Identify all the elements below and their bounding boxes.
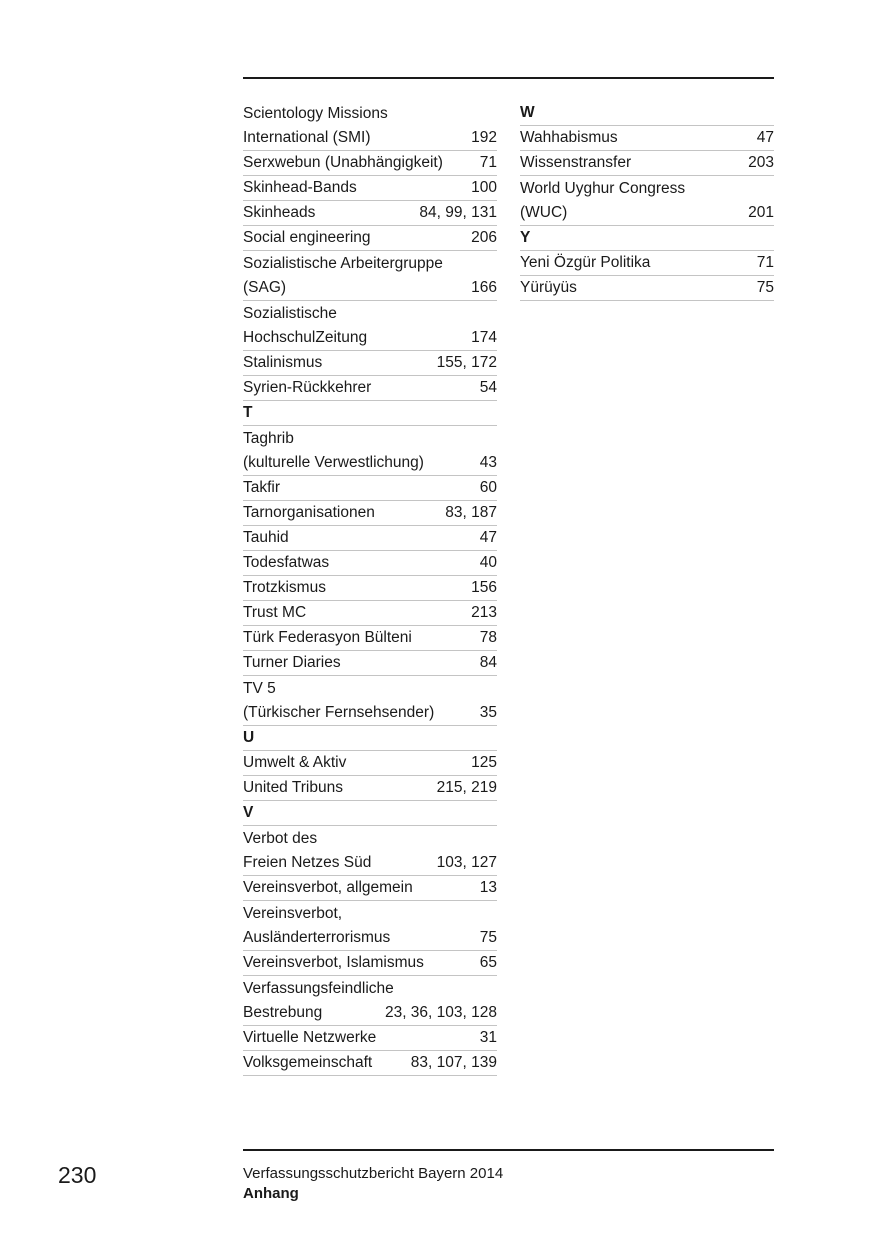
index-term: TV 5 — [243, 680, 276, 697]
index-pages: 155, 172 — [436, 354, 497, 371]
index-term: Y — [520, 229, 531, 246]
index-term: Takfir — [243, 479, 281, 496]
index-entry — [243, 551, 497, 576]
index-entry — [243, 1001, 497, 1026]
index-pages: 125 — [471, 754, 497, 771]
index-pages: 65 — [479, 954, 497, 971]
index-entry — [243, 976, 497, 1001]
index-term: (SAG) — [243, 279, 287, 296]
index-entry — [520, 201, 774, 226]
index-term: Syrien-Rückkehrer — [243, 379, 372, 396]
index-term: Todesfatwas — [243, 554, 330, 571]
index-letter-heading — [520, 226, 774, 251]
index-term: (kulturelle Verwestlichung) — [243, 454, 424, 471]
index-pages: 156 — [471, 579, 497, 596]
index-letter-heading — [243, 801, 497, 826]
index-pages: 54 — [479, 379, 497, 396]
index-entry — [243, 701, 497, 726]
index-entry — [243, 901, 497, 926]
index-entry — [243, 176, 497, 201]
index-entry — [243, 676, 497, 701]
index-term: Skinhead-Bands — [243, 179, 357, 196]
index-entry — [243, 576, 497, 601]
index-term: Virtuelle Netzwerke — [243, 1029, 377, 1046]
index-term: V — [243, 804, 254, 821]
footer-rule — [243, 1149, 774, 1151]
index-term: Vereinsverbot, Islamismus — [243, 954, 424, 971]
index-letter-heading — [243, 401, 497, 426]
index-pages: 35 — [479, 704, 497, 721]
index-entry — [243, 826, 497, 851]
index-entry — [243, 376, 497, 401]
index-pages: 100 — [471, 179, 497, 196]
index-entry — [243, 351, 497, 376]
index-pages: 78 — [479, 629, 497, 646]
index-entry — [520, 126, 774, 151]
index-entry — [243, 476, 497, 501]
index-term: (Türkischer Fernsehsender) — [243, 704, 435, 721]
index-term: Serxwebun (Unabhängigkeit) — [243, 154, 443, 171]
index-entry — [243, 501, 497, 526]
index-entry — [243, 1026, 497, 1051]
index-pages: 47 — [479, 529, 497, 546]
index-pages: 40 — [479, 554, 497, 571]
index-pages: 213 — [471, 604, 497, 621]
index-term: HochschulZeitung — [243, 329, 368, 346]
index-pages: 71 — [756, 254, 774, 271]
index-pages: 84, 99, 131 — [419, 204, 497, 221]
index-entry — [243, 626, 497, 651]
index-letter-heading — [520, 101, 774, 126]
index-pages: 174 — [471, 329, 497, 346]
index-term: Turner Diaries — [243, 654, 341, 671]
index-term: World Uyghur Congress — [520, 180, 686, 197]
index-pages: 84 — [479, 654, 497, 671]
index-entry — [243, 151, 497, 176]
index-pages: 103, 127 — [436, 854, 497, 871]
index-term: Bestrebung — [243, 1004, 323, 1021]
footer-title: Verfassungsschutzbericht Bayern 2014 — [243, 1165, 504, 1182]
index-entry — [243, 951, 497, 976]
index-term: Verfassungsfeindliche — [243, 980, 394, 997]
index-entry — [243, 251, 497, 276]
page-number: 230 — [58, 1162, 97, 1188]
index-column-right — [520, 101, 774, 301]
index-term: Verbot des — [243, 830, 318, 847]
index-entry — [243, 226, 497, 251]
index-term: Vereinsverbot, allgemein — [243, 879, 413, 896]
index-term: Trust MC — [243, 604, 307, 621]
index-pages: 203 — [748, 154, 774, 171]
index-term: Social engineering — [243, 229, 371, 246]
index-pages: 47 — [756, 129, 774, 146]
index-pages: 23, 36, 103, 128 — [384, 1004, 497, 1021]
index-pages: 83, 107, 139 — [410, 1054, 497, 1071]
index-pages: 166 — [471, 279, 497, 296]
index-entry — [243, 426, 497, 451]
index-entry — [243, 201, 497, 226]
index-entry — [243, 651, 497, 676]
index-entry — [243, 326, 497, 351]
index-term: (WUC) — [520, 204, 568, 221]
index-pages: 75 — [756, 279, 774, 296]
index-entry — [243, 276, 497, 301]
footer-section: Anhang — [243, 1185, 299, 1202]
index-entry — [243, 1051, 497, 1076]
index-term: Tarnorganisationen — [243, 504, 375, 521]
index-pages: 60 — [479, 479, 497, 496]
index-term: Stalinismus — [243, 354, 323, 371]
index-pages: 201 — [748, 204, 774, 221]
index-entry — [243, 526, 497, 551]
index-pages: 215, 219 — [436, 779, 497, 796]
index-term: W — [520, 104, 535, 121]
index-term: International (SMI) — [243, 129, 371, 146]
index-term: Taghrib — [243, 430, 294, 447]
index-pages: 75 — [479, 929, 497, 946]
index-entry — [243, 301, 497, 326]
index-term: Wahhabismus — [520, 129, 618, 146]
index-term: Freien Netzes Süd — [243, 854, 372, 871]
index-entry — [243, 926, 497, 951]
index-pages: 43 — [479, 454, 497, 471]
index-term: Yeni Özgür Politika — [520, 254, 651, 271]
index-entry — [520, 151, 774, 176]
index-term: Skinheads — [243, 204, 316, 221]
index-entry — [520, 176, 774, 201]
index-term: T — [243, 404, 253, 421]
index-term: Sozialistische Arbeitergruppe — [243, 255, 443, 272]
index-term: Trotzkismus — [243, 579, 326, 596]
index-entry — [243, 776, 497, 801]
index-entry — [243, 101, 497, 126]
index-entry — [243, 126, 497, 151]
index-entry — [243, 451, 497, 476]
index-entry — [243, 601, 497, 626]
index-pages: 31 — [479, 1029, 497, 1046]
header-rule — [243, 77, 774, 79]
index-term: Tauhid — [243, 529, 289, 546]
index-entry — [243, 851, 497, 876]
index-term: United Tribuns — [243, 779, 343, 796]
index-pages: 83, 187 — [445, 504, 497, 521]
index-pages: 206 — [471, 229, 497, 246]
index-pages: 71 — [479, 154, 497, 171]
index-term: Wissenstransfer — [520, 154, 632, 171]
index-term: Türk Federasyon Bülteni — [243, 629, 412, 646]
index-term: Yürüyüs — [520, 279, 577, 296]
index-entry — [243, 751, 497, 776]
index-term: Scientology Missions — [243, 105, 388, 122]
index-entry — [520, 251, 774, 276]
index-pages: 192 — [471, 129, 497, 146]
index-letter-heading — [243, 726, 497, 751]
index-entry — [243, 876, 497, 901]
index-pages: 13 — [479, 879, 497, 896]
index-column-left — [243, 101, 497, 1076]
index-term: Vereinsverbot, — [243, 905, 343, 922]
index-term: U — [243, 729, 255, 746]
index-term: Umwelt & Aktiv — [243, 754, 347, 771]
index-term: Volksgemeinschaft — [243, 1054, 373, 1071]
index-entry — [520, 276, 774, 301]
index-term: Ausländerterrorismus — [243, 929, 391, 946]
index-term: Sozialistische — [243, 305, 337, 322]
